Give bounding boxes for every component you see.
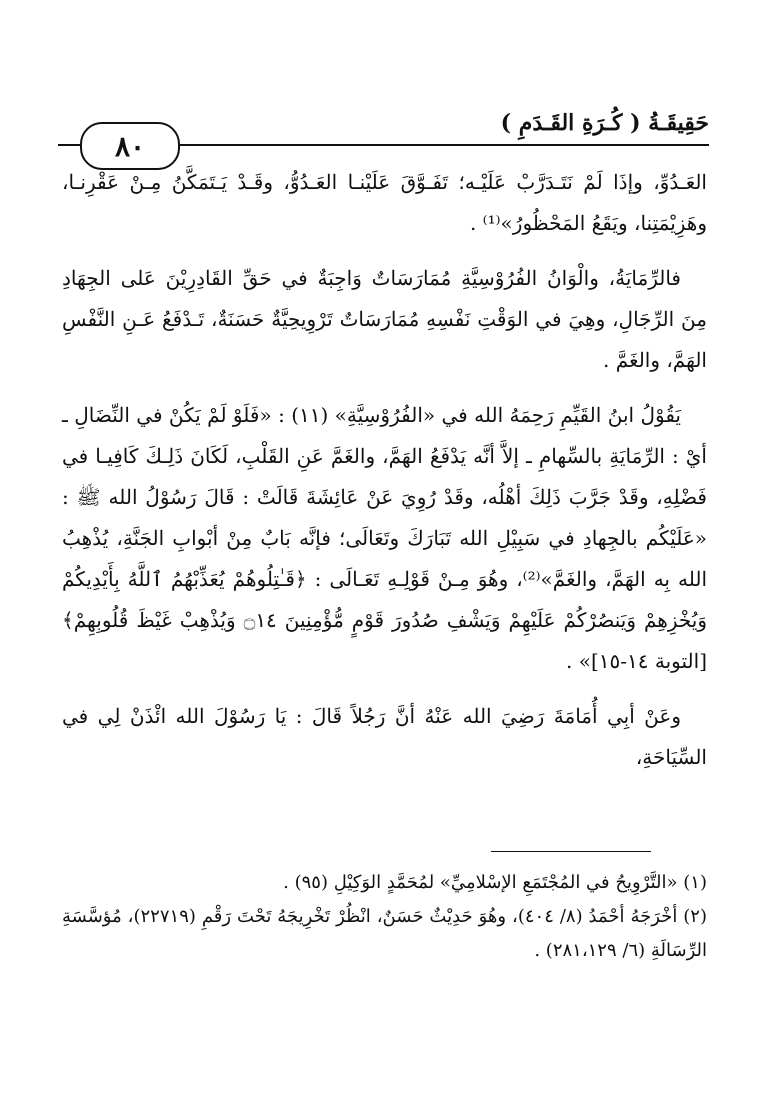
- page-header: [58, 108, 709, 163]
- footnote-separator: [491, 851, 651, 852]
- paragraph-4: وعَنْ أبِي أُمَامَةَ رَضِيَ الله عَنْهُ أنَّ رَجُلاً قَالَ : يَا رَسُوْلَ الله ائْذَنْ لِي في السِّيَاحَةِ،: [62, 704, 707, 769]
- paragraph-1: العَـدُوِّ، وإذَا لَمْ نَتَـدَرَّبْ عَلَيْـه؛ تَفَـوَّقَ عَلَيْنـا العَـدُوُّ، وقَـدْ يَـتَمَكَّنُ مِـنْ عَقْرِنـا، وهَزِيْمَتِنا، ويَقَعُ المَحْظُورُ»⁽¹⁾ .: [62, 170, 707, 235]
- footnote-2: (٢) أخْرَجَهُ أحْمَدُ (٨/ ٤٠٤)، وهُوَ حَدِيْثٌ حَسَنٌ، انْظُرْ تَخْرِيجَهُ تَحْتَ رَقْمِ (٢٢٧١٩)، مُؤسَّسَةِ الرِّسَالَةِ (٦/ ٢٨١،١٢٩) .: [62, 906, 707, 961]
- running-title: حَقِيقَـةُ ( كُـرَةِ القَـدَمِ ): [500, 110, 709, 136]
- paragraph-3: يَقُوْلُ ابنُ القَيِّمِ رَحِمَهُ الله في «الفُرُوْسِيَّةِ» (١١) : «فَلَوْ لَمْ يَكُنْ في النِّضَالِ ـ أيْ : الرِّمَايَةِ بالسِّهامِ ـ إلاَّ أنَّه يَدْفَعُ الهَمَّ، والغَمَّ عَنِ القَلْبِ، لَكَانَ ذَلِـكَ كَافِيـا في فَضْلِهِ، وقَدْ جَرَّبَ ذَلِكَ أهْلُه، وقَدْ رُوِيَ عَنْ عَائِشَةَ قَالَتْ : قَالَ رَسُوْلُ الله ﷺ : «عَلَيْكُم بالجِهادِ في سَبِيْلِ الله تَبَارَكَ وتَعَالَى؛ فإنَّه بَابٌ مِنْ أبْوابِ الجَنَّةِ، يُذْهِبُ الله بِه الهَمَّ، والغَمَّ»⁽²⁾، وهُوَ مِـنْ قَوْلِـهِ تَعَـالَى : ﴿قَـٰتِلُوهُمْ يُعَذِّبْهُمُ ٱللَّهُ بِأَيْدِيكُمْ وَيُخْزِهِمْ وَيَنصُرْكُمْ عَلَيْهِمْ وَيَشْفِ صُدُورَ قَوْمٍ مُّؤْمِنِينَ ۝١٤ وَيُذْهِبْ غَيْظَ قُلُوبِهِمْ﴾ [التوبة ١٤-١٥]» .: [62, 403, 707, 673]
- paragraph-2: فالرِّمَايَةُ، والْوَانُ الفُرُوْسِيَّةِ مُمَارَسَاتٌ وَاجِبَةٌ في حَقِّ القَادِرِيْنَ عَلى الجِهَادِ مِنَ الرِّجَالِ، وهِيَ في الوَقْتِ نَفْسِهِ مُمَارَسَاتٌ تَرْوِيحِيَّةٌ حَسَنَةٌ، تَـدْفَعُ عَـنِ النَّفْسِ الهَمَّ، والغَمَّ .: [62, 266, 707, 372]
- page-number: ٨٠: [80, 122, 180, 170]
- main-text: [62, 162, 707, 792]
- footnotes: [62, 866, 707, 968]
- footnote-1: (١) «التَّرْوِيحُ في المُجْتَمَعِ الإسْلامِيِّ» لمُحَمَّدٍ الوَكِيْلِ (٩٥) .: [283, 872, 707, 893]
